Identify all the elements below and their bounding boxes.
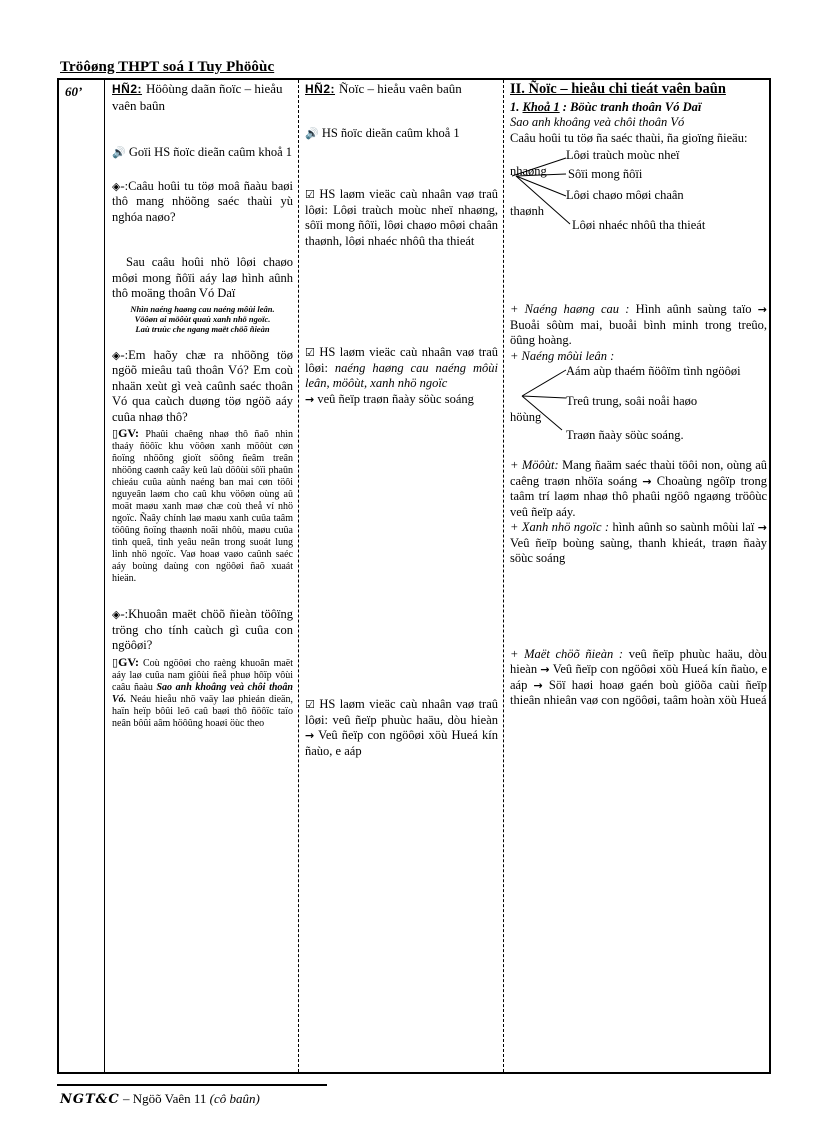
subsection-title: 1. Khoå 1 : Böùc tranh thoân Vó Daï — [510, 100, 702, 114]
sunlight-diagram — [510, 364, 767, 444]
branch-3: Lôøi chaøo môøi chaân — [566, 188, 684, 202]
arrow-icon: → — [305, 392, 315, 406]
arrow-icon: → — [642, 474, 652, 488]
diamond-icon: ◈ — [112, 348, 121, 362]
arrow-icon: → — [757, 303, 768, 316]
col1-title: HÑ2: Höôùng daãn ñoïc – hieåu vaên baûn — [112, 81, 283, 113]
branch-2c: Traøn ñaày söùc soáng. — [566, 428, 684, 442]
poem-line-2: Vöôøn ai möôùt quaù xanh nhö ngoïc. — [134, 313, 271, 324]
branch-2b: Treû trung, soâi noåi haøo — [566, 394, 698, 408]
diamond-icon: ◈ — [112, 179, 121, 193]
speaker-icon: 🔊 — [112, 146, 126, 159]
diamond-icon: ◈ — [112, 608, 121, 621]
note-5: + Maët chöõ ñieàn : veû ñeïp phuùc haäu, dòu hieàn → Veû ñeïp con ngöôøi xöù Hueá kín ñaùo, e aáp → Söï haøi hoaø gaén boù giöõa caùi ñeïp thieân nhieân vaø con ngöôøi, taâm hoàn xöù Hueá — [510, 646, 768, 707]
poem-line-3: Laù truùc che ngang maët chöõ ñieàn — [135, 323, 270, 334]
section-title: II. Ñoïc – hieåu chi tieát vaên baûn — [510, 81, 726, 97]
col2-p3: ☑ HS laøm vieäc caù nhaân vaø traû lôøi: naéng haøng cau naéng môùi leân, möôùt, xanh nhö ngoïc → veû ñeïp traøn ñaày söùc soáng — [305, 345, 499, 406]
col1-gv1: ▯GV: Phaûi chaêng nhaø thô ñaõ nhìn thaáy ñöôïc khu vöôøn xanh möôùt cøn ñoïng nhöõng gioït söông ñeâm treân nhöõng caønh caây keû laù döôùi sôïi phaûn chieáu cuûa aùnh naéng ban mai cøn töôi nguyeân laøm cho caû khu vöôøn oùng aû moät maøu xanh maø chæ coù theå ví nhö ngoïc. Ñaây chính laø maøu xanh cuûa taâm töôûng ñoïng thaønh noãi nhôù, maøu cuûa tình queâ, tình yeâu neân trong suoát lung linh nhö ngoïc. Vaø hoaø vaøo caûnh saéc aáy boùng daùng con ngöôøi ñaõ xuaát hieän. — [112, 426, 294, 584]
checkbox-icon: ☑ — [305, 698, 315, 711]
note-1: + Naéng haøng cau : Hình aûnh saùng taïo → Buoåi sôùm mai, buoåi bình minh trong treûo, öûng hoàng. — [510, 302, 768, 347]
time-label: 60’ — [65, 84, 83, 99]
quote: Sao anh khoâng veà chôi thoân Vó — [510, 115, 685, 129]
col2-p1: 🔊 HS ñoïc dieãn caûm khoå 1 — [305, 125, 460, 140]
branch-1b: nhaøng — [510, 164, 547, 178]
footer-subtitle: (cô baûn) — [209, 1091, 260, 1106]
branch-1: Lôøi traùch moùc nheï — [566, 148, 680, 162]
rhetoric-diagram — [510, 146, 767, 244]
branch-2: Sôïi mong ñôïi — [568, 167, 643, 181]
col2-title: HÑ2: Ñoïc – hieåu vaên baûn — [305, 81, 462, 96]
time-column — [59, 80, 102, 1072]
col1-gv2: ▯GV: Coù ngöôøi cho raèng khuoân maët aáy laø cuûa nam giôùi ñeå phuø hôïp vôùi caâu ñaàu Sao anh khoâng veà chôi thoân Vó. Neáu hieåu nhö vaäy laø phieán dieän, haïn heïp bôûi leõ caû baøi thô ñöôïc taïo neân bôûi aâm höôûng hoaøi öùc theo — [112, 654, 294, 729]
book-icon: ▯ — [112, 655, 119, 669]
col2-p4: ☑ HS laøm vieäc caù nhaân vaø traû lôøi: veû ñeïp phuùc haäu, dòu hieàn → Veû ñeïp con ngöôøi xöù Hueá kín ñaùo, e aáp — [305, 697, 499, 758]
poem-line-1: Nhìn naéng haøng cau naéng môùi leân. — [130, 303, 275, 314]
branch-3b: thaønh — [510, 204, 545, 218]
arrow-icon: → — [305, 729, 315, 742]
arrow-icon: → — [757, 521, 767, 534]
col1-p1: 🔊 Goïi HS ñoïc dieãn caûm khoå 1 — [112, 145, 292, 159]
col2-p2: ☑ HS laøm vieäc caù nhaân vaø traû lôøi: Lôøi traùch moùc nheï nhaøng, sôïi mong ñôïi, lôøi chaøo môøi chaân thaønh, lôøi nhaéc nhôû tha thieát — [305, 187, 499, 248]
footer-rule — [57, 1084, 327, 1086]
col1-q3: ◈-:Khuoân maët chöõ ñieàn töôïng tröng cho tính caùch gì cuûa con ngöôøi? — [112, 607, 293, 652]
lesson-table — [57, 78, 771, 1074]
page-header: Tröôøng THPT soá I Tuy Phöôùc — [60, 59, 275, 75]
student-activity-column — [299, 80, 504, 1072]
arrow-icon: → — [533, 678, 543, 692]
branch-2a: Aám aùp thaém ñöôïm tình ngöôøi — [566, 364, 741, 378]
col1-q2: ◈-:Em haõy chæ ra nhöõng töø ngöõ mieâu taû thoân Vó? Em coù nhaän xeùt gì veà caûnh saéc thoân Vó qua caùch duøng töø ngöõ aáy cuûa nhaø thô? — [112, 347, 293, 424]
checkbox-icon: ☑ — [305, 346, 315, 359]
branch-2b2: höùng — [510, 410, 542, 424]
content-column — [504, 80, 771, 1072]
note-2: + Naéng môùi leân : — [510, 348, 615, 363]
arrow-icon: → — [540, 663, 550, 676]
note-4: + Xanh nhö ngoïc : hình aûnh so saùnh môùi laï → Veû ñeïp boùng saùng, thanh khieát, traøn ñaày söùc soáng — [510, 520, 767, 565]
footer — [60, 1091, 260, 1107]
col1-p2: Sau caâu hoûi nhö lôøi chaøo môøi mong ñôïi aáy laø hình aûnh thô moäng thoân Vó Daï — [112, 255, 293, 300]
book-icon: ▯ — [112, 427, 119, 440]
footer-title: – Ngöõ Vaên 11 — [123, 1091, 207, 1106]
branch-4: Lôøi nhaéc nhôû tha thieát — [572, 218, 706, 232]
col1-q1: ◈-:Caâu hoûi tu töø moâ ñaàu baøi thô mang nhöõng saéc thaùi yù nghóa naøo? — [112, 178, 293, 224]
teacher-activity-column — [104, 80, 299, 1072]
checkbox-icon: ☑ — [305, 188, 315, 201]
footer-logo: NGT&C — [60, 1092, 120, 1107]
intro: Caâu hoûi tu töø ña saéc thaùi, ña gioïng ñieäu: — [510, 130, 748, 145]
note-3: + Möôùt: Mang ñaäm saéc thaùi töôi non, oùng aû caêng traøn nhöïa soáng → Choaùng ngôïp trong taâm trí laøm nhaø thô phaûi ngöô ngaøng tröôùc veû ñeïp aáy. — [510, 458, 768, 519]
speaker-icon: 🔊 — [305, 126, 319, 140]
